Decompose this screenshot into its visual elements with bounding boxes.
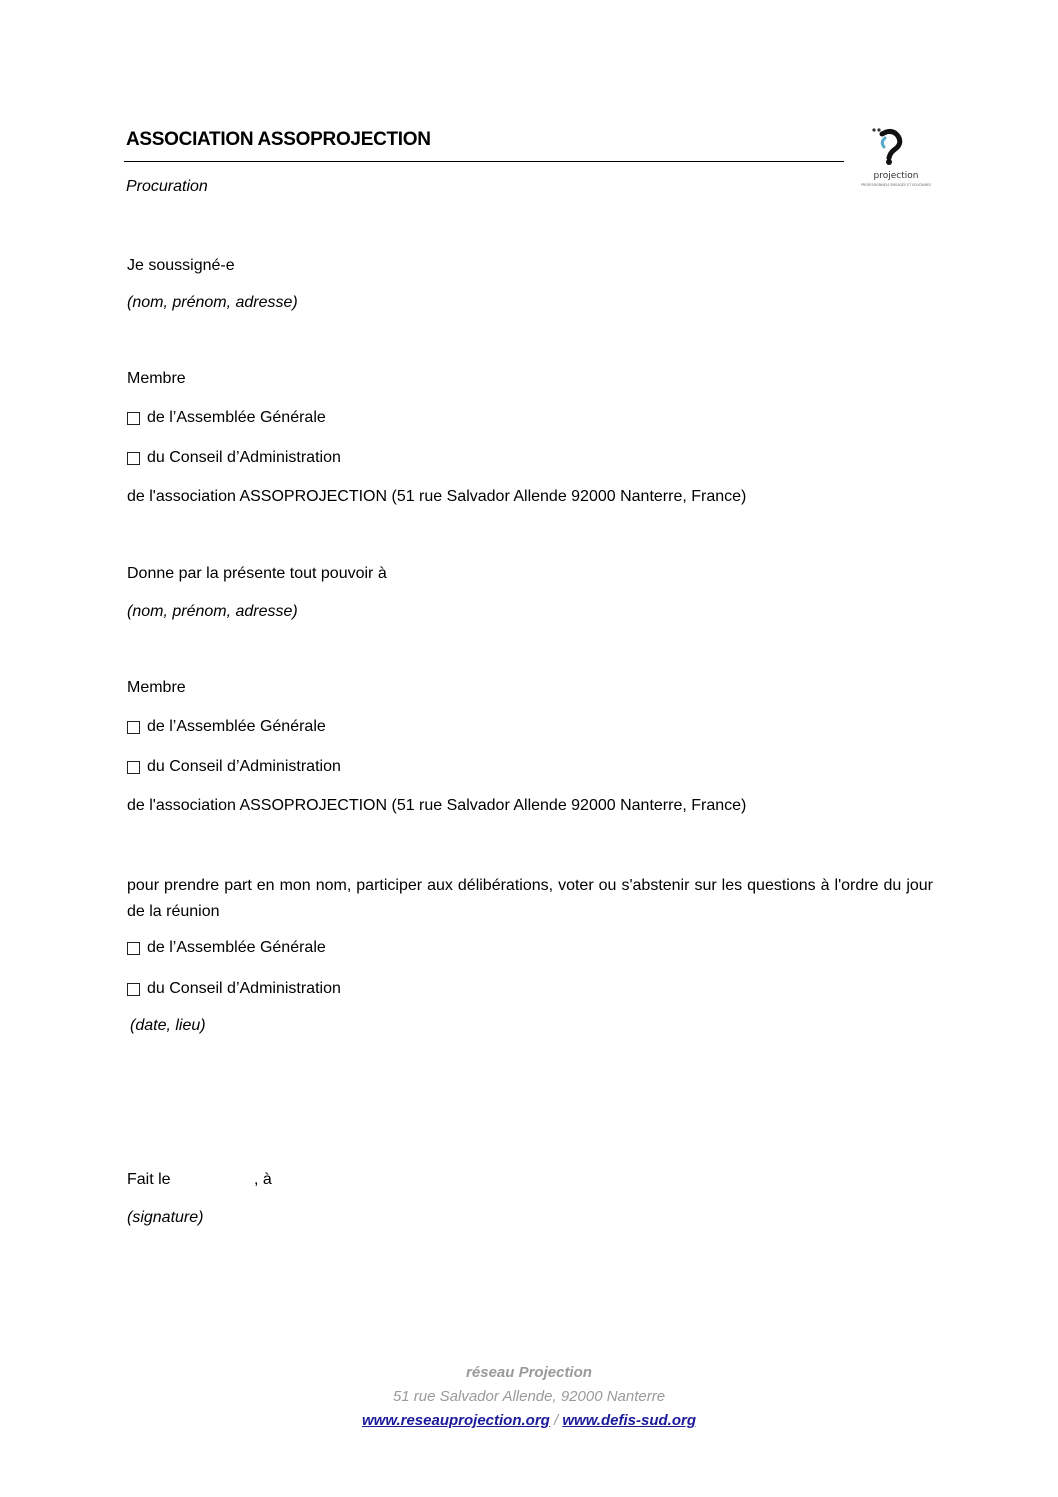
logo-text: projection <box>873 171 919 181</box>
footer-links <box>0 1412 1058 1429</box>
pouvoir-label: Donne par la présente tout pouvoir à <box>127 565 387 582</box>
checkbox-row-ca-1[interactable] <box>127 449 341 467</box>
checkbox-ag-1[interactable] <box>127 412 140 425</box>
checkbox-ca-3[interactable] <box>127 983 140 996</box>
logo-tagline: PROFESSIONNELS ENGAGÉS ET SOLIDAIRES <box>860 183 932 187</box>
checkbox-row-ag-1[interactable] <box>127 409 326 427</box>
name-field-1[interactable]: (nom, prénom, adresse) <box>127 294 298 311</box>
checkbox-row-ca-3[interactable] <box>127 980 341 998</box>
membre-label-1: Membre <box>127 370 186 387</box>
signature-field[interactable]: (signature) <box>127 1209 204 1226</box>
association-line-2: de l'association ASSOPROJECTION (51 rue Salvador Allende 92000 Nanterre, France) <box>127 797 747 814</box>
footer-org-name: réseau Projection <box>466 1364 592 1381</box>
document-title: ASSOCIATION ASSOPROJECTION <box>126 129 431 150</box>
soussigne-label: Je soussigné-e <box>127 257 235 274</box>
fait-a-label: , à <box>254 1171 272 1188</box>
membre-label-2: Membre <box>127 679 186 696</box>
footer-address: 51 rue Salvador Allende, 92000 Nanterre <box>392 1388 666 1405</box>
checkbox-ca-1-label: du Conseil d’Administration <box>147 449 341 466</box>
checkbox-row-ca-2[interactable] <box>127 758 341 776</box>
projection-logo <box>852 124 938 192</box>
checkbox-row-ag-2[interactable] <box>127 718 326 736</box>
name-field-2[interactable]: (nom, prénom, adresse) <box>127 603 298 620</box>
document-subtitle: Procuration <box>126 178 208 195</box>
date-lieu-field[interactable]: (date, lieu) <box>130 1017 206 1034</box>
title-rule <box>124 161 844 162</box>
checkbox-ag-1-label: de l’Assemblée Générale <box>147 409 326 426</box>
checkbox-ag-3[interactable] <box>127 942 140 955</box>
association-line-1: de l'association ASSOPROJECTION (51 rue Salvador Allende 92000 Nanterre, France) <box>127 488 747 505</box>
logo-mark-icon <box>852 124 938 192</box>
checkbox-ag-3-label: de l’Assemblée Générale <box>147 939 326 956</box>
footer-link-reseauprojection[interactable]: www.reseauprojection.org <box>362 1412 550 1429</box>
checkbox-row-ag-3[interactable] <box>127 939 326 957</box>
checkbox-ag-2[interactable] <box>127 721 140 734</box>
purpose-paragraph: pour prendre part en mon nom, participer aux délibérations, voter ou s'abstenir sur les questions à l'ordre du jour de la réunion <box>127 877 933 920</box>
checkbox-ca-2[interactable] <box>127 761 140 774</box>
footer-link-separator: / <box>554 1412 559 1429</box>
fait-le-label: Fait le <box>127 1171 171 1188</box>
checkbox-ca-3-label: du Conseil d’Administration <box>147 980 341 997</box>
checkbox-ag-2-label: de l’Assemblée Générale <box>147 718 326 735</box>
checkbox-ca-1[interactable] <box>127 452 140 465</box>
footer-link-defis-sud[interactable]: www.defis-sud.org <box>562 1412 696 1429</box>
checkbox-ca-2-label: du Conseil d’Administration <box>147 758 341 775</box>
